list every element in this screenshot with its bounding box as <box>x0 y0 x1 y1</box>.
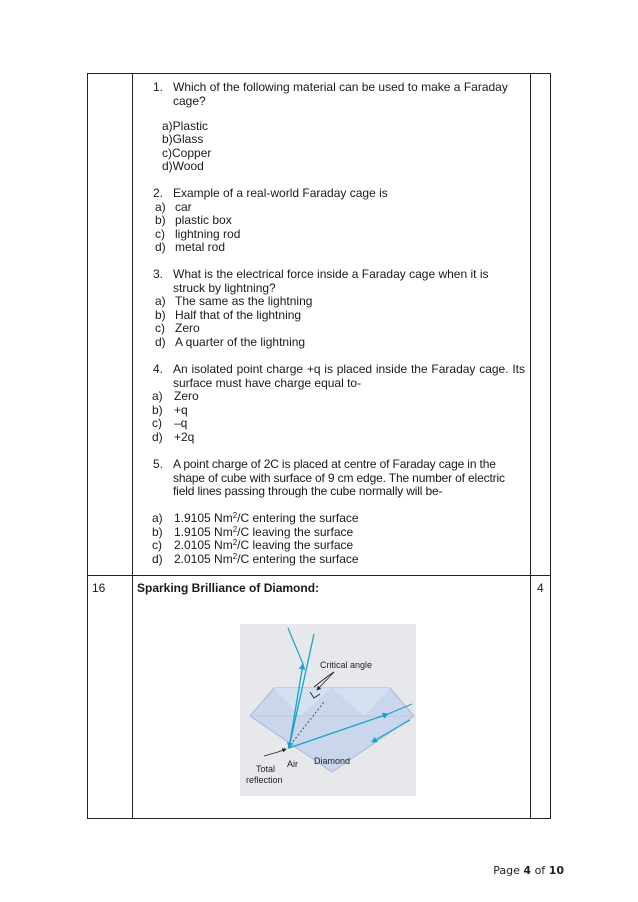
q1-number: 1. <box>153 80 164 94</box>
diamond-figure <box>240 624 416 796</box>
label-critical-angle: Critical angle <box>320 660 373 670</box>
page-footer <box>460 864 564 877</box>
q5-option-a: a) 1.9105 Nm$^2$/C entering the surface <box>152 511 359 525</box>
q4-text: An isolated point charge +q is placed inside the Faraday cage. Its surface must have charge equal to- <box>173 362 525 390</box>
q4-option-d: d) +2q <box>152 430 195 444</box>
column-divider-right <box>530 73 531 819</box>
marks-value: 4 <box>537 581 544 595</box>
q3-text: What is the electrical force inside a Faraday cage when it is struck by lightning? <box>173 267 489 295</box>
q3-option-c: c) Zero <box>155 321 200 335</box>
q3-option-d: d) A quarter of the lightning <box>155 335 306 349</box>
q2-option-d: d) metal rod <box>155 240 226 254</box>
q3-number: 3. <box>153 267 164 281</box>
q4-option-a: a) Zero <box>152 389 199 403</box>
footer-page-word: Page <box>493 864 520 877</box>
q1-option-c: c)Copper <box>162 146 212 160</box>
q2-option-c: c) lightning rod <box>155 227 241 241</box>
question-number-16: 16 <box>92 581 106 595</box>
q1-option-a: a)Plastic <box>162 119 209 133</box>
q4-number: 4. <box>153 362 164 376</box>
q3-option-b: b) Half that of the lightning <box>155 308 302 322</box>
q2-option-a: a) car <box>155 200 192 214</box>
q4-option-c: c) –q <box>152 416 188 430</box>
q2-option-b: b) plastic box <box>155 213 232 227</box>
q5-option-d: d) 2.0105 Nm$^2$/C entering the surface <box>152 552 359 566</box>
label-diamond: Diamond <box>314 756 351 766</box>
label-reflection: reflection <box>246 775 283 785</box>
label-total: Total <box>256 764 276 774</box>
q4-option-b: b) +q <box>152 403 188 417</box>
footer-page-number: 4 <box>523 864 532 877</box>
q1-option-b: b)Glass <box>162 132 204 146</box>
footer-total-pages: 10 <box>548 864 564 877</box>
q5-number: 5. <box>153 457 164 471</box>
section-heading: Sparking Brilliance of Diamond: <box>137 581 320 595</box>
q2-number: 2. <box>153 186 164 200</box>
q1-text: Which of the following material can be used to make a Faraday cage? <box>173 80 508 108</box>
q1-option-d: d)Wood <box>162 159 204 173</box>
q5-text: A point charge of 2C is placed at centre of Faraday cage in the shape of cube with surface of 9 cm edge. The number of electric field lines passing through the cube normally will be- <box>173 457 505 498</box>
q5-option-c: c) 2.0105 Nm$^2$/C leaving the surface <box>152 538 354 552</box>
q3-option-a: a) The same as the lightning <box>155 294 313 308</box>
q2-text: Example of a real-world Faraday cage is <box>173 186 388 200</box>
q5-option-b: b) 1.9105 Nm$^2$/C leaving the surface <box>152 525 354 539</box>
footer-of-word: of <box>534 864 546 877</box>
reflected-ray-air <box>288 628 303 664</box>
column-divider-left <box>132 73 133 819</box>
label-air: Air <box>287 759 298 769</box>
